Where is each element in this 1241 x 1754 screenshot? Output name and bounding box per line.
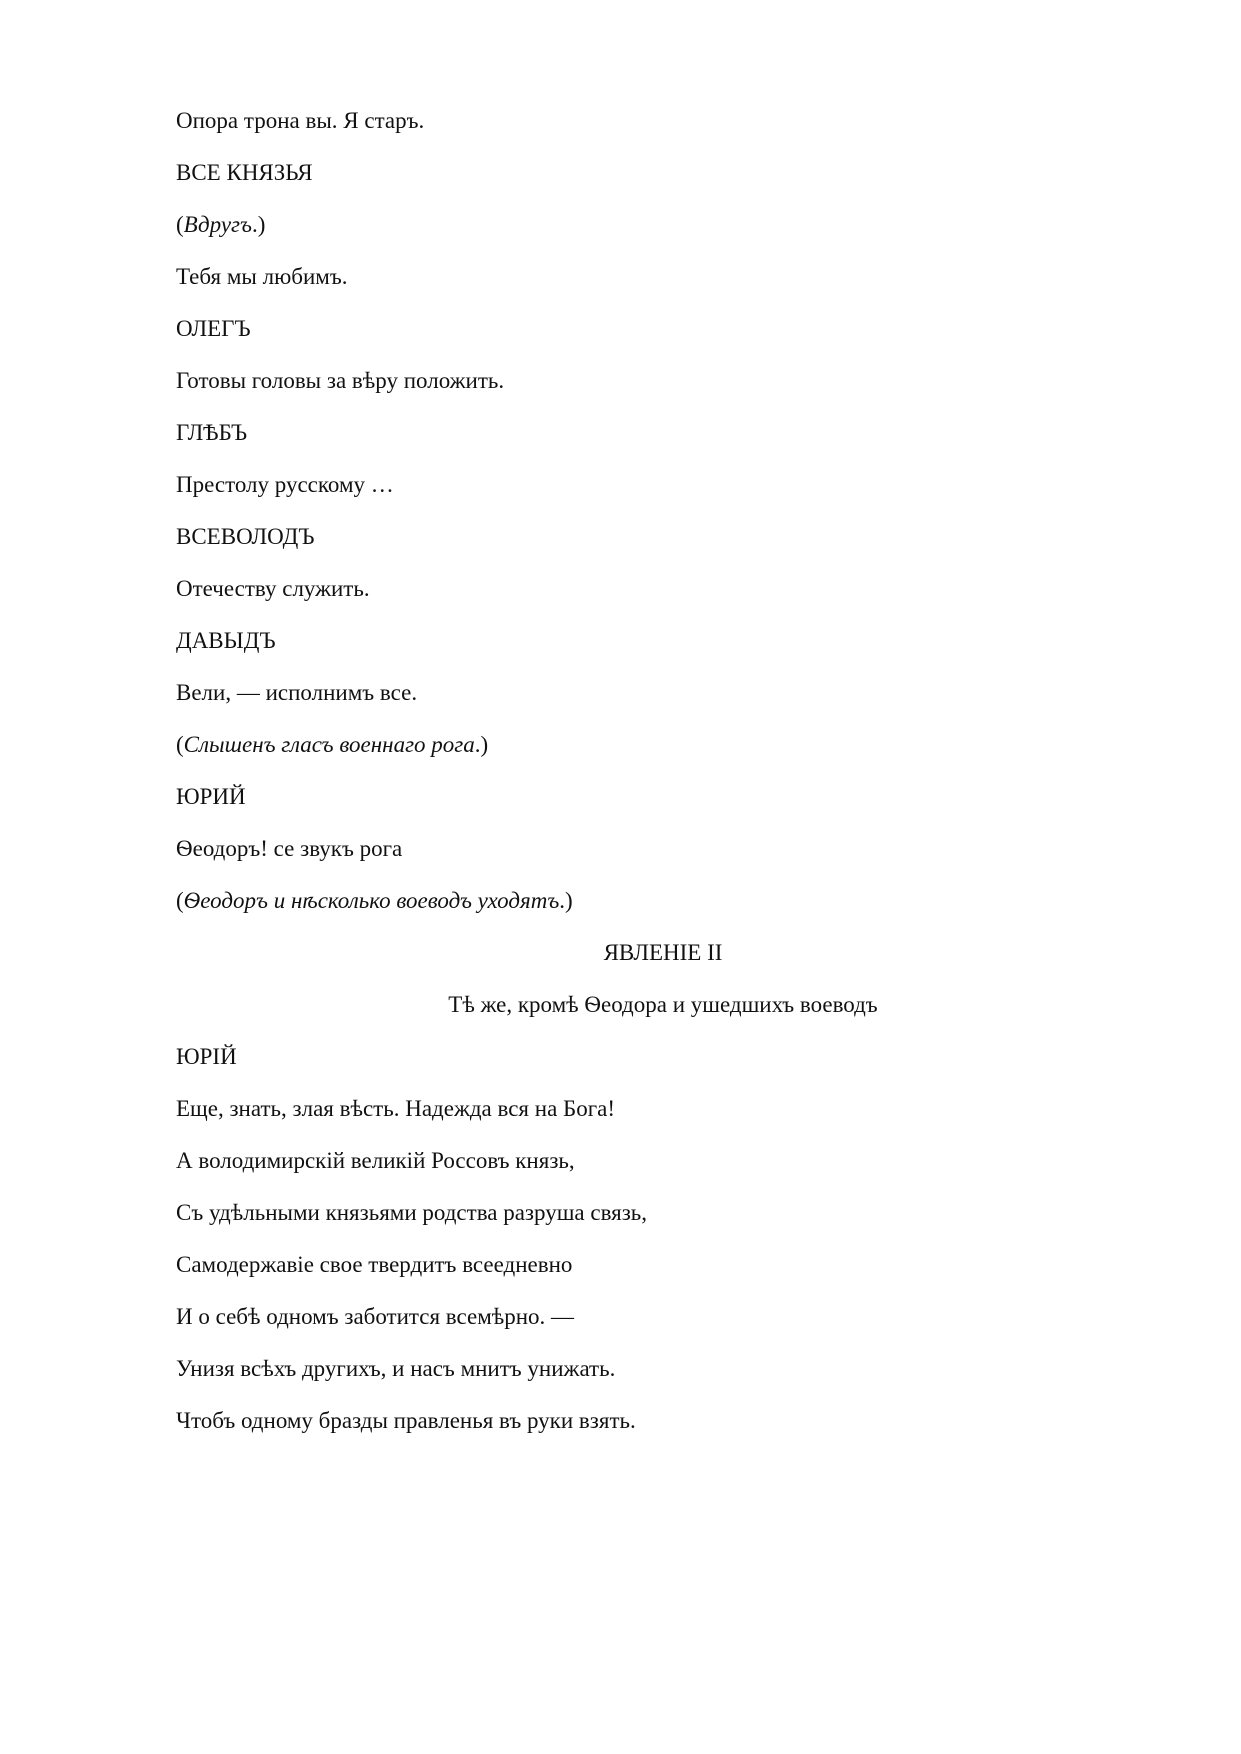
- scene-subheading: Тѣ же, кромѣ Ѳеодора и ушедшихъ воеводъ: [448, 992, 878, 1017]
- speaker-name: ГЛѢБЪ: [176, 420, 248, 445]
- stage-direction: [176, 731, 488, 759]
- verse-line: Унизя всѣхъ другихъ, и насъ мнитъ унижать.: [176, 1356, 616, 1381]
- verse-line: Готовы головы за вѣру положить.: [176, 368, 505, 393]
- direction-text: Слышенъ гласъ военнаго рога: [183, 732, 475, 757]
- direction-open: (: [176, 732, 184, 757]
- verse-line: Опора трона вы. Я старъ.: [176, 108, 425, 133]
- stage-direction: [176, 211, 265, 239]
- direction-text: Вдругъ: [183, 212, 252, 237]
- verse-line: Чтобъ одному бразды правленья въ руки взять.: [176, 1408, 636, 1433]
- stage-direction: [176, 887, 573, 915]
- verse-line: Еще, знать, злая вѣсть. Надежда вся на Бога!: [176, 1096, 616, 1121]
- verse-line: Отечеству служить.: [176, 576, 370, 601]
- direction-close: .): [474, 732, 489, 757]
- verse-line: Вели, — исполнимъ все.: [176, 680, 418, 705]
- verse-line: Тебя мы любимъ.: [176, 264, 348, 289]
- verse-line: Съ удѣльными князьями родства разруша связь,: [176, 1200, 648, 1225]
- speaker-name: ДАВЫДЪ: [176, 628, 276, 653]
- direction-close: .): [251, 212, 266, 237]
- verse-line: И о себѣ одномъ заботится всемѣрно. —: [176, 1304, 575, 1329]
- verse-line: А володимирскій великій Россовъ князь,: [176, 1148, 575, 1173]
- speaker-name: ЮРИЙ: [176, 784, 246, 809]
- direction-open: (: [176, 212, 184, 237]
- speaker-name: ЮРІЙ: [176, 1044, 237, 1069]
- scene-heading: ЯВЛЕНІЕ II: [603, 940, 723, 965]
- direction-close: .): [559, 888, 573, 913]
- verse-line: Ѳеодоръ! се звукъ рога: [176, 836, 403, 861]
- speaker-name: ВСЕВОЛОДЪ: [176, 524, 315, 549]
- speaker-name: ВСЕ КНЯЗЬЯ: [176, 160, 313, 185]
- verse-line: Самодержавіе свое твердитъ всеедневно: [176, 1252, 573, 1277]
- direction-text: Ѳеодоръ и нѣсколько воеводъ уходятъ: [183, 888, 560, 913]
- speaker-name: ОЛЕГЪ: [176, 316, 251, 341]
- direction-open: (: [176, 888, 184, 913]
- verse-line: Престолу русскому …: [176, 472, 394, 497]
